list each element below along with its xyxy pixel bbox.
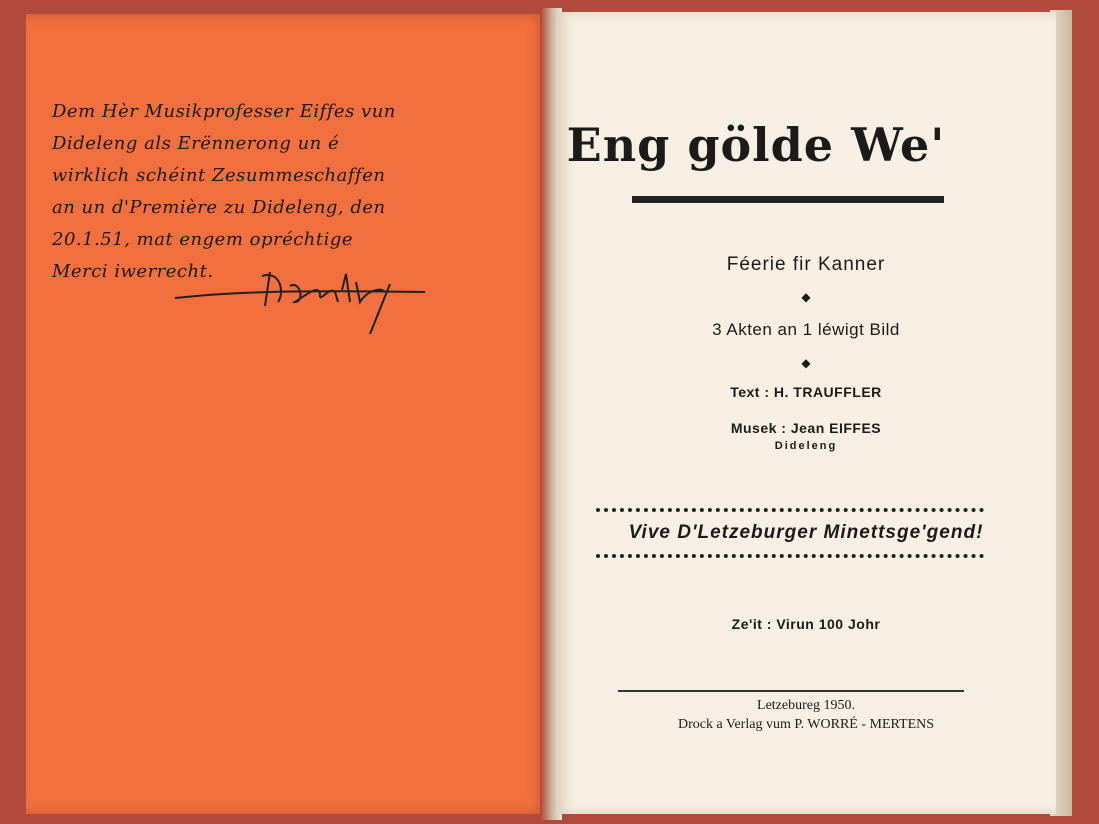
musek-place: Dideleng <box>774 440 838 452</box>
acts-line: 3 Akten an 1 léwigt Bild <box>712 320 900 339</box>
subtitle: Féerie fir Kanner <box>726 254 886 275</box>
inscription-line: Dem Hèr Musikprofesser Eiffes vun <box>52 101 396 122</box>
imprint-place: Letzebureg 1950. <box>757 698 855 713</box>
inscription-line: Merci iwerrecht. <box>52 261 214 282</box>
diamond-ornament-icon: ◆ <box>801 290 811 304</box>
inscription-line: Dideleng als Erënnerong un é <box>52 133 340 154</box>
title-rule <box>632 196 944 203</box>
slogan: Vive D'Letzeburger Minettsge'gend! <box>628 522 984 543</box>
handwritten-inscription <box>52 96 512 288</box>
inscription-line: wirklich schéint Zesummeschaffen <box>52 165 386 186</box>
diamond-ornament-icon: ◆ <box>801 356 811 370</box>
inscription-line: an un d'Première zu Dideleng, den <box>52 197 386 218</box>
imprint <box>556 696 1056 734</box>
book-title: Eng gölde We' <box>566 118 946 172</box>
text-credit: Text : H. TRAUFFLER <box>730 384 882 400</box>
musek-credit: Musek : Jean EIFFES <box>730 420 882 436</box>
inscription-line: 20.1.51, mat engem opréchtige <box>52 229 354 250</box>
time-setting: Ze'it : Virun 100 Johr <box>731 616 881 632</box>
dotted-rule-top <box>596 508 984 512</box>
imprint-rule <box>618 690 964 692</box>
dotted-rule-bottom <box>596 554 984 558</box>
signature <box>170 262 440 352</box>
imprint-printer: Drock a Verlag vum P. WORRÉ - MERTENS <box>677 717 935 732</box>
